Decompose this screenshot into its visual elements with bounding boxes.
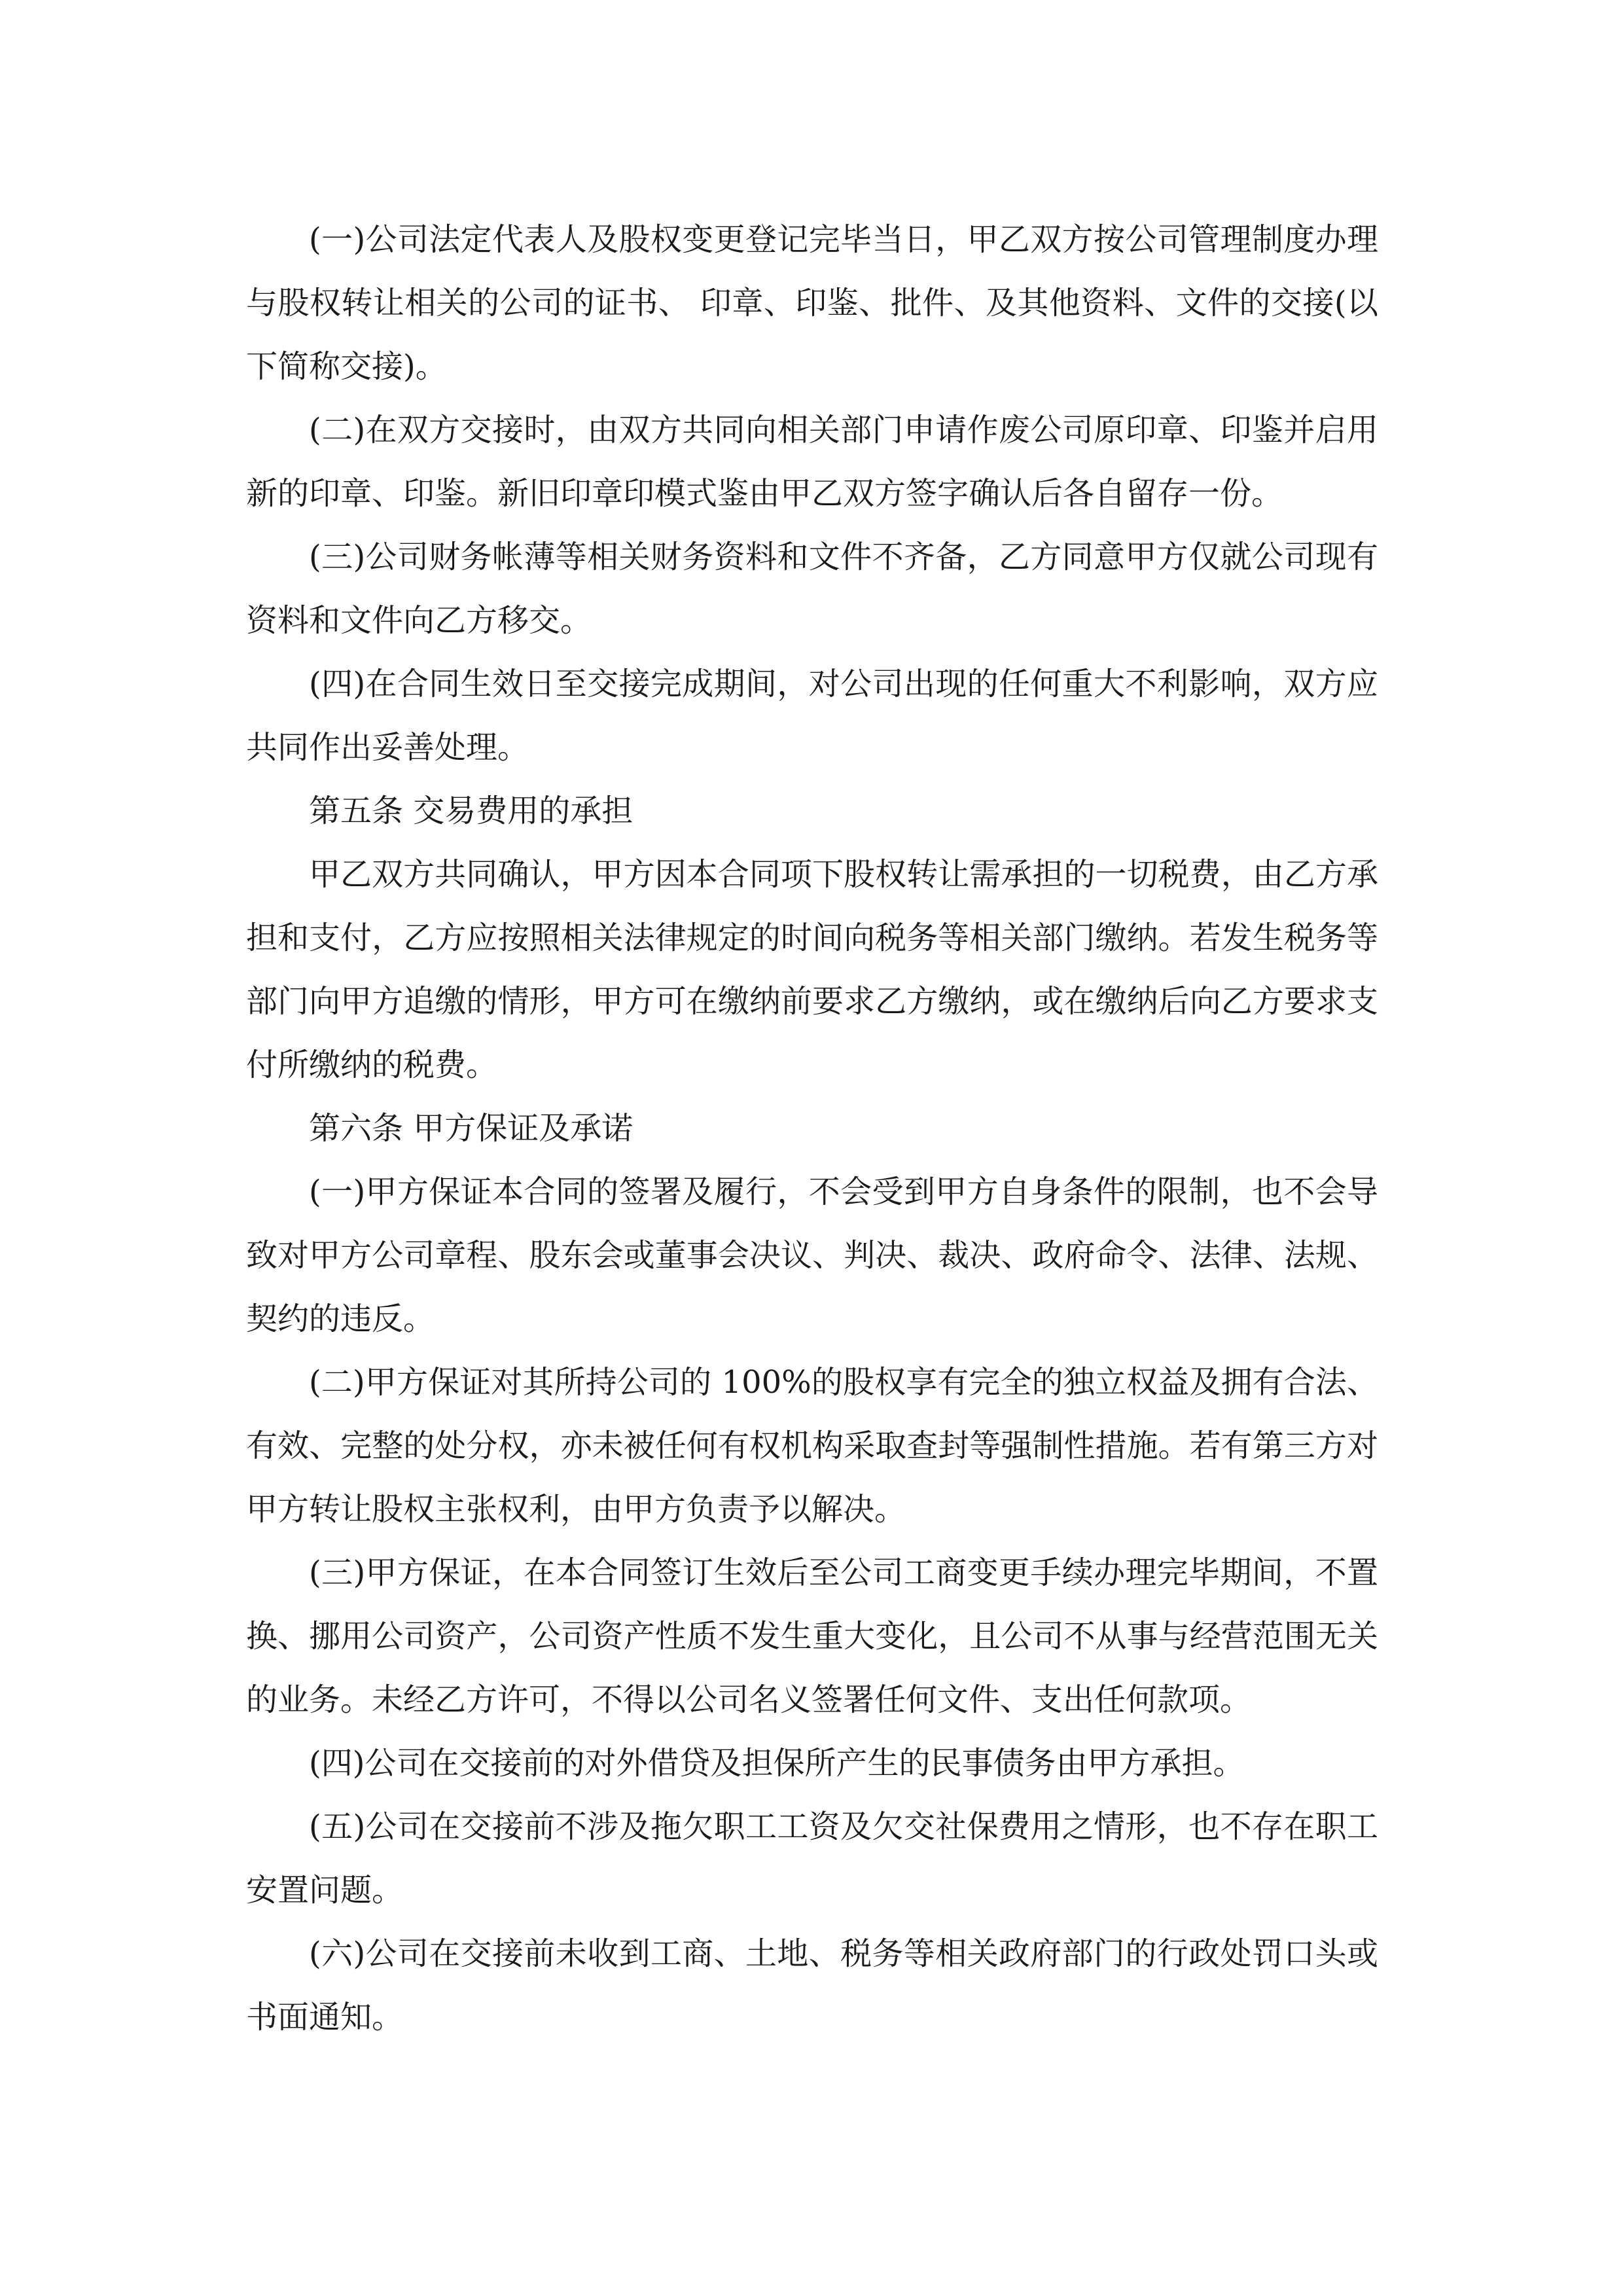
paragraph-handover-2: (二)在双方交接时，由双方共同向相关部门申请作废公司原印章、印鉴并启用新的印章、印鉴。新旧印章印模式鉴由甲乙双方签字确认后各自留存一份。 bbox=[246, 412, 1378, 512]
paragraph-warranty-2: (二)甲方保证对其所持公司的 100%的股权享有完全的独立权益及拥有合法、有效、完整的处分权，亦未被任何有权机构采取查封等强制性措施。若有第三方对甲方转让股权主张权利，由甲方负责予以解决。 bbox=[246, 1364, 1378, 1528]
article-6-heading: 第六条 甲方保证及承诺 bbox=[309, 1110, 633, 1147]
paragraph-warranty-3: (三)甲方保证，在本合同签订生效后至公司工商变更手续办理完毕期间，不置换、挪用公司资产，公司资产性质不发生重大变化，且公司不从事与经营范围无关的业务。未经乙方许可，不得以公司名义签署任何文件、支出任何款项。 bbox=[246, 1554, 1378, 1718]
paragraph-handover-3: (三)公司财务帐薄等相关财务资料和文件不齐备，乙方同意甲方仅就公司现有资料和文件向乙方移交。 bbox=[246, 539, 1378, 639]
paragraph-warranty-1: (一)甲方保证本合同的签署及履行，不会受到甲方自身条件的限制，也不会导致对甲方公司章程、股东会或董事会决议、判决、裁决、政府命令、法律、法规、契约的违反。 bbox=[246, 1174, 1378, 1337]
paragraph-warranty-4: (四)公司在交接前的对外借贷及担保所产生的民事债务由甲方承担。 bbox=[309, 1745, 1245, 1782]
document-page bbox=[246, 208, 1378, 2049]
paragraph-handover-4: (四)在合同生效日至交接完成期间，对公司出现的任何重大不利影响，双方应共同作出妥善处理。 bbox=[246, 666, 1378, 766]
paragraph-warranty-6: (六)公司在交接前未收到工商、土地、税务等相关政府部门的行政处罚口头或书面通知。 bbox=[246, 1935, 1378, 2036]
paragraph-fees: 甲乙双方共同确认，甲方因本合同项下股权转让需承担的一切税费，由乙方承担和支付，乙方应按照相关法律规定的时间向税务等相关部门缴纳。若发生税务等部门向甲方追缴的情形，甲方可在缴纳前要求乙方缴纳，或在缴纳后向乙方要求支付所缴纳的税费。 bbox=[246, 856, 1378, 1083]
paragraph-handover-1: (一)公司法定代表人及股权变更登记完毕当日，甲乙双方按公司管理制度办理与股权转让相关的公司的证书、 印章、印鉴、批件、及其他资料、文件的交接(以下简称交接)。 bbox=[246, 221, 1378, 385]
paragraph-warranty-5: (五)公司在交接前不涉及拖欠职工工资及欠交社保费用之情形，也不存在职工安置问题。 bbox=[246, 1808, 1378, 1909]
article-5-heading: 第五条 交易费用的承担 bbox=[309, 793, 633, 829]
